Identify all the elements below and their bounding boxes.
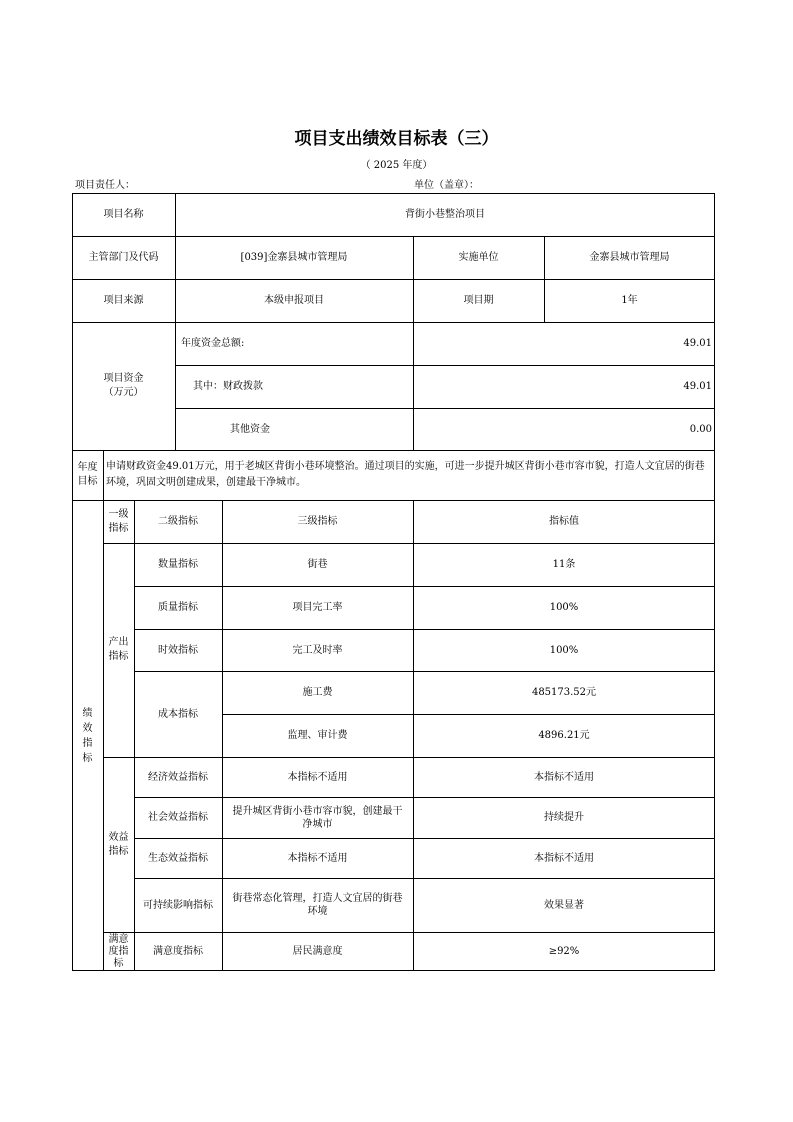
satisfaction-level3: 居民满意度 xyxy=(292,946,343,957)
output-value: 100% xyxy=(549,602,579,613)
satisfaction-label-line1: 满意 xyxy=(108,933,129,945)
project-name-label: 项目名称 xyxy=(103,209,144,220)
output-level2: 数量指标 xyxy=(158,559,198,570)
header-level3: 三级指标 xyxy=(297,516,338,527)
benefit-value: 本指标不适用 xyxy=(534,852,594,864)
period-value: 1年 xyxy=(621,295,638,306)
output-level3: 街巷 xyxy=(307,559,328,570)
header-value: 指标值 xyxy=(549,516,579,527)
output-level3: 完工及时率 xyxy=(292,644,343,656)
section-char: 指 xyxy=(82,737,93,749)
source-label: 项目来源 xyxy=(103,295,144,306)
output-value: 11条 xyxy=(552,559,576,570)
benefit-level2: 可持续影响指标 xyxy=(143,899,213,911)
output-label-line1: 产出 xyxy=(108,637,129,648)
benefit-indicators-label xyxy=(103,757,134,932)
section-char: 标 xyxy=(82,752,93,764)
annual-goal-label xyxy=(72,450,103,500)
annual-goal-text: 申请财政资金49.01万元，用于老城区背街小巷环境整治。通过项目的实施，可进一步提升城区背街小巷市容市貌，打造人文宜居的街巷环境，巩固文明创建成果，创建最干净城市。 xyxy=(106,461,705,488)
unit-seal-label: 单位（盖章）： xyxy=(414,180,479,191)
annual-goal-label-line2: 目标 xyxy=(77,476,98,487)
fiscal-year: （ 2025 年度） xyxy=(360,160,433,171)
satisfaction-value: ≥92% xyxy=(548,946,580,957)
output-level2: 质量指标 xyxy=(158,602,198,613)
cost-value: 4896.21元 xyxy=(538,730,590,741)
benefit-level3: 提升城区背街小巷市容市貌，创建最干净城市 xyxy=(232,805,403,830)
dept-value: [039]金寨县城市管理局 xyxy=(240,252,348,263)
header-level1-line1: 一级 xyxy=(108,508,129,520)
cost-level3: 监理、审计费 xyxy=(287,730,348,741)
annual-goal-label-line1: 年度 xyxy=(77,462,98,473)
funds-label-line2: （万元） xyxy=(103,387,144,398)
benefit-level2: 经济效益指标 xyxy=(148,771,208,783)
section-char: 效 xyxy=(82,722,93,734)
funds-fiscal-label: 其中：财政拨款 xyxy=(193,381,263,392)
output-value: 100% xyxy=(549,644,579,656)
source-value: 本级申报项目 xyxy=(264,295,324,306)
benefit-value: 本指标不适用 xyxy=(534,771,594,783)
satisfaction-label-line2: 度指 xyxy=(108,945,129,957)
funds-fiscal-value: 49.01 xyxy=(683,381,712,392)
page-title: 项目支出绩效目标表（三） xyxy=(294,129,499,149)
benefit-level2: 社会效益指标 xyxy=(148,812,208,823)
satisfaction-indicators-label xyxy=(103,932,134,971)
performance-indicators-label xyxy=(72,500,103,971)
funds-total-label: 年度资金总额: xyxy=(181,338,245,349)
responsible-person-label: 项目责任人： xyxy=(75,180,135,191)
output-indicators-label xyxy=(103,543,134,757)
cost-level3: 施工费 xyxy=(302,687,333,698)
project-name-value: 背街小巷整治项目 xyxy=(405,209,485,220)
section-char: 绩 xyxy=(82,707,93,719)
output-level3: 项目完工率 xyxy=(292,602,343,613)
benefit-value: 效果显著 xyxy=(544,899,584,911)
header-level1-line2: 指标 xyxy=(108,522,129,534)
funds-label-line1: 项目资金 xyxy=(103,373,144,384)
satisfaction-label-line3: 标 xyxy=(113,957,124,969)
funds-total-value: 49.01 xyxy=(683,338,712,349)
funds-other-value: 0.00 xyxy=(689,423,712,435)
funds-other-label: 其他资金 xyxy=(230,423,270,435)
cost-value: 485173.52元 xyxy=(531,687,597,698)
impl-unit-label: 实施单位 xyxy=(458,252,499,263)
dept-label: 主管部门及代码 xyxy=(88,252,159,263)
impl-unit-value: 金寨县城市管理局 xyxy=(589,252,670,263)
benefit-level3: 本指标不适用 xyxy=(287,852,348,864)
benefit-value: 持续提升 xyxy=(544,812,584,823)
cost-indicator-label: 成本指标 xyxy=(158,708,198,720)
benefit-label-line1: 效益 xyxy=(108,831,129,843)
header-level2: 二级指标 xyxy=(158,516,198,527)
benefit-level3: 本指标不适用 xyxy=(287,771,348,783)
benefit-level3: 街巷常态化管理，打造人文宜居的街巷环境 xyxy=(232,893,403,917)
header-level1 xyxy=(103,500,134,543)
output-level2: 时效指标 xyxy=(158,644,198,656)
output-label-line2: 指标 xyxy=(108,651,129,662)
benefit-level2: 生态效益指标 xyxy=(148,852,208,864)
funds-label xyxy=(72,322,175,450)
benefit-label-line2: 指标 xyxy=(108,845,129,857)
period-label: 项目期 xyxy=(463,295,494,306)
satisfaction-level2: 满意度指标 xyxy=(153,946,203,957)
